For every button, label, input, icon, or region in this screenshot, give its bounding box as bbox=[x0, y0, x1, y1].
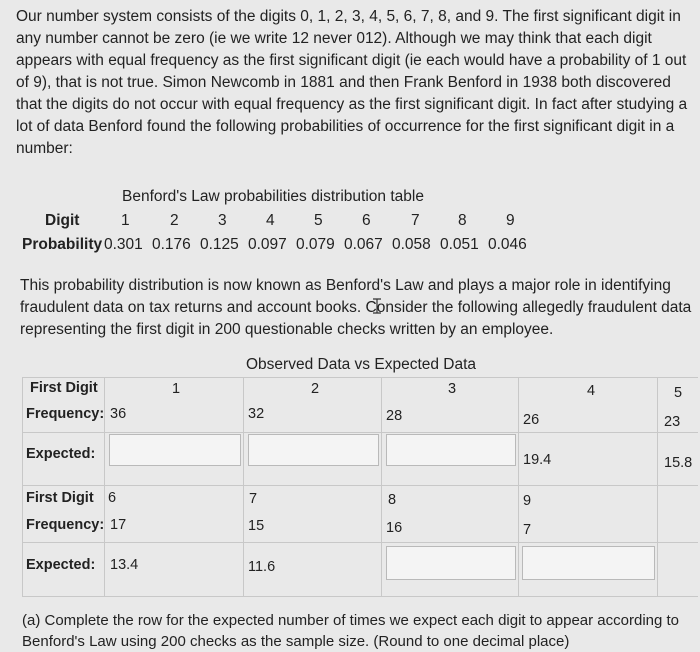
first-digit-label: First Digit bbox=[30, 380, 98, 396]
benford-digit: 1 bbox=[121, 212, 130, 229]
question-a-text: (a) Complete the row for the expected number of times we expect each digit to appear according to Benford's Law using 200 checks as the sample size. (Round to one decimal place) bbox=[22, 612, 680, 650]
table-border-bottom bbox=[22, 596, 698, 597]
frequency-value: 32 bbox=[248, 406, 265, 422]
table-col-divider bbox=[518, 377, 519, 596]
frequency-label: Frequency: bbox=[26, 406, 105, 422]
table-border-left bbox=[22, 377, 23, 596]
benford-digit: 6 bbox=[362, 212, 371, 229]
expected-input-digit-9[interactable] bbox=[522, 546, 655, 580]
expected-input-digit-3[interactable] bbox=[386, 434, 516, 466]
benford-law-paragraph: This probability distribution is now known as Benford's Law and plays a major role in identifying fraudulent data on tax returns and account books. Consider the following allegedly fraudulent data representing the first digit in 200 questionable checks written by an employee. bbox=[20, 277, 692, 338]
table-col-divider bbox=[657, 377, 658, 596]
table-row-divider bbox=[22, 432, 698, 433]
benford-probability: 0.125 bbox=[200, 236, 239, 253]
first-digit-value: 3 bbox=[448, 381, 457, 397]
frequency-value: 28 bbox=[386, 408, 403, 424]
expected-input-digit-1[interactable] bbox=[109, 434, 241, 466]
table-col-divider bbox=[381, 377, 382, 596]
table-col-divider bbox=[243, 377, 244, 596]
benford-probability-label: Probability bbox=[22, 236, 103, 253]
expected-value: 15.8 bbox=[664, 455, 693, 471]
benford-probability: 0.058 bbox=[392, 236, 431, 253]
first-digit-value: 9 bbox=[523, 493, 532, 509]
benford-digit: 3 bbox=[218, 212, 227, 229]
expected-value: 13.4 bbox=[110, 557, 139, 573]
first-digit-value: 1 bbox=[172, 381, 181, 397]
benford-probability: 0.301 bbox=[104, 236, 143, 253]
first-digit-value: 4 bbox=[587, 383, 596, 399]
benford-digit: 4 bbox=[266, 212, 275, 229]
expected-label: Expected: bbox=[26, 557, 96, 573]
benford-table-title: Benford's Law probabilities distribution table bbox=[122, 188, 424, 205]
frequency-value: 15 bbox=[248, 518, 265, 534]
expected-label: Expected: bbox=[26, 446, 96, 462]
table-border-top bbox=[22, 377, 698, 378]
frequency-value: 26 bbox=[523, 412, 540, 428]
first-digit-value: 2 bbox=[311, 381, 320, 397]
observed-table-title: Observed Data vs Expected Data bbox=[246, 356, 477, 373]
benford-digit: 8 bbox=[458, 212, 467, 229]
first-digit-label: First Digit bbox=[26, 490, 94, 506]
frequency-label: Frequency: bbox=[26, 517, 105, 533]
frequency-value: 7 bbox=[523, 522, 532, 538]
first-digit-value: 7 bbox=[249, 491, 258, 507]
table-row-divider bbox=[22, 542, 698, 543]
benford-digit: 7 bbox=[411, 212, 420, 229]
text-cursor-icon bbox=[372, 298, 382, 314]
first-digit-value: 8 bbox=[388, 492, 397, 508]
frequency-value: 36 bbox=[110, 406, 127, 422]
intro-paragraph: Our number system consists of the digits 0, 1, 2, 3, 4, 5, 6, 7, 8, and 9. The first significant digit in any number cannot be zero (ie we write 12 never 012). Although we may think that each digit appears with equal frequency as the first significant digit (ie each would have a probability of 1 out of 9), that is not true. Simon Newcomb in 1881 and then Frank Benford in 1938 both discovered that the digits do not occur with equal frequency as the first significant digit. In fact after studying a lot of data Benford found the following probabilities of occurrence for the first significant digit in a number: bbox=[16, 8, 688, 157]
expected-value: 11.6 bbox=[248, 559, 276, 575]
expected-value: 19.4 bbox=[523, 452, 552, 468]
expected-input-digit-2[interactable] bbox=[248, 434, 379, 466]
benford-probability: 0.176 bbox=[152, 236, 191, 253]
frequency-value: 17 bbox=[110, 517, 127, 533]
frequency-value: 23 bbox=[664, 414, 681, 430]
first-digit-value: 5 bbox=[674, 385, 683, 401]
expected-input-digit-8[interactable] bbox=[386, 546, 516, 580]
benford-probability: 0.046 bbox=[488, 236, 527, 253]
benford-probability: 0.051 bbox=[440, 236, 479, 253]
benford-digit: 2 bbox=[170, 212, 179, 229]
frequency-value: 16 bbox=[386, 520, 403, 536]
benford-digit-label: Digit bbox=[45, 212, 80, 229]
benford-probability: 0.097 bbox=[248, 236, 287, 253]
benford-probability: 0.067 bbox=[344, 236, 383, 253]
benford-probability: 0.079 bbox=[296, 236, 335, 253]
table-row-divider bbox=[22, 485, 698, 486]
first-digit-value: 6 bbox=[108, 490, 117, 506]
benford-digit: 9 bbox=[506, 212, 515, 229]
benford-digit: 5 bbox=[314, 212, 323, 229]
